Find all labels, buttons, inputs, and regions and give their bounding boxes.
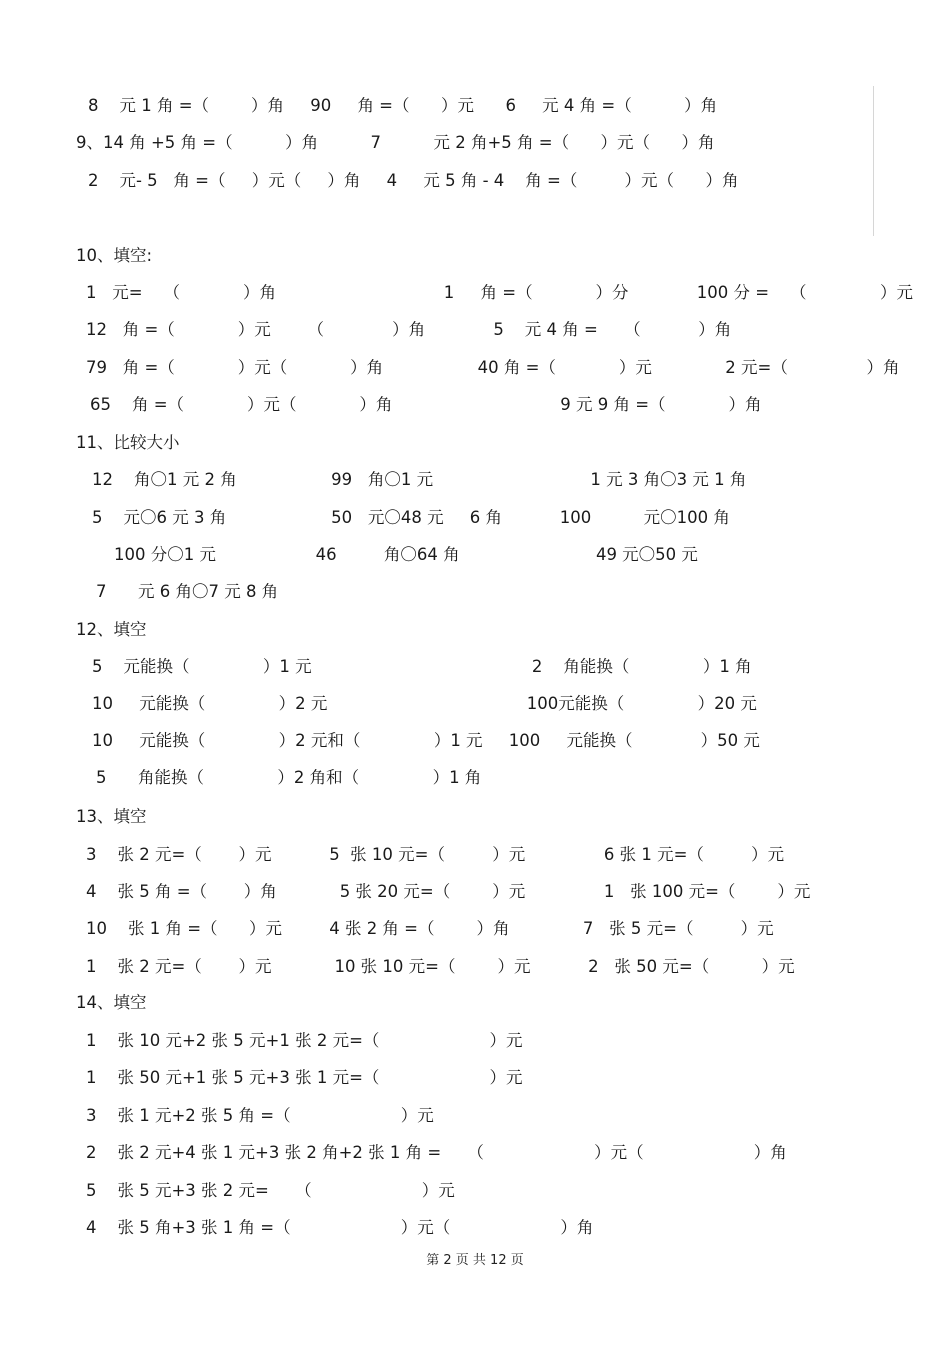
line-23: 1 张 2 元=（ ）元 10 张 10 元=（ ）元 2 张 50 元=（ ）元 [86,957,795,976]
line-29: 5 张 5 元+3 张 2 元= （ ）元 [86,1181,455,1200]
line-5: 1 元= （ ）角 1 角 =（ ）分 100 分 = （ ）元 [86,283,913,302]
line-27: 3 张 1 元+2 张 5 角 =（ ）元 [86,1106,434,1125]
line-7: 79 角 =（ ）元（ ）角 40 角 =（ ）元 2 元=（ ）角 [86,358,900,377]
margin-rule [873,86,874,236]
line-8: 65 角 =（ ）元（ ）角 9 元 9 角 =（ ）角 [90,395,762,414]
section-11-heading: 11、比较大小 [76,433,180,452]
line-15: 5 元能换（ ）1 元 2 角能换（ ）1 角 [92,657,752,676]
line-20: 3 张 2 元=（ ）元 5 张 10 元=（ ）元 6 张 1 元=（ ）元 [86,845,785,864]
line-21: 4 张 5 角 =（ ）角 5 张 20 元=（ ）元 1 张 100 元=（ ）元 [86,882,811,901]
line-2: 9、14 角 +5 角 =（ ）角 7 元 2 角+5 角 =（ ）元（ ）角 [76,133,715,152]
line-28: 2 张 2 元+4 张 1 元+3 张 2 角+2 张 1 角 = （ ）元（ ）角 [86,1143,787,1162]
line-26: 1 张 50 元+1 张 5 元+3 张 1 元=（ ）元 [86,1068,523,1087]
line-18: 5 角能换（ ）2 角和（ ）1 角 [96,768,482,787]
line-1: 8 元 1 角 =（ ）角 90 角 =（ ）元 6 元 4 角 =（ ）角 [88,96,718,115]
line-10: 12 角〇1 元 2 角 99 角〇1 元 1 元 3 角〇3 元 1 角 [92,470,747,489]
line-13: 7 元 6 角〇7 元 8 角 [96,582,279,601]
line-25: 1 张 10 元+2 张 5 元+1 张 2 元=（ ）元 [86,1031,523,1050]
section-14-heading: 14、填空 [76,993,147,1012]
line-3: 2 元- 5 角 =（ ）元（ ）角 4 元 5 角 - 4 角 =（ ）元（ ）角 [88,171,739,190]
line-30: 4 张 5 角+3 张 1 角 =（ ）元（ ）角 [86,1218,594,1237]
page-footer: 第 2 页 共 12 页 [426,1253,524,1268]
line-22: 10 张 1 角 =（ ）元 4 张 2 角 =（ ）角 7 张 5 元=（ ）元 [86,919,774,938]
line-12: 100 分〇1 元 46 角〇64 角 49 元〇50 元 [114,545,698,564]
section-13-heading: 13、填空 [76,807,147,826]
line-11: 5 元〇6 元 3 角 50 元〇48 元 6 角 100 元〇100 角 [92,508,730,527]
line-17: 10 元能换（ ）2 元和（ ）1 元 100 元能换（ ）50 元 [92,731,760,750]
section-12-heading: 12、填空 [76,620,147,639]
line-6: 12 角 =（ ）元 （ ）角 5 元 4 角 = （ ）角 [86,320,732,339]
line-16: 10 元能换（ ）2 元 100元能换（ ）20 元 [92,694,757,713]
section-10-heading: 10、填空: [76,246,153,265]
